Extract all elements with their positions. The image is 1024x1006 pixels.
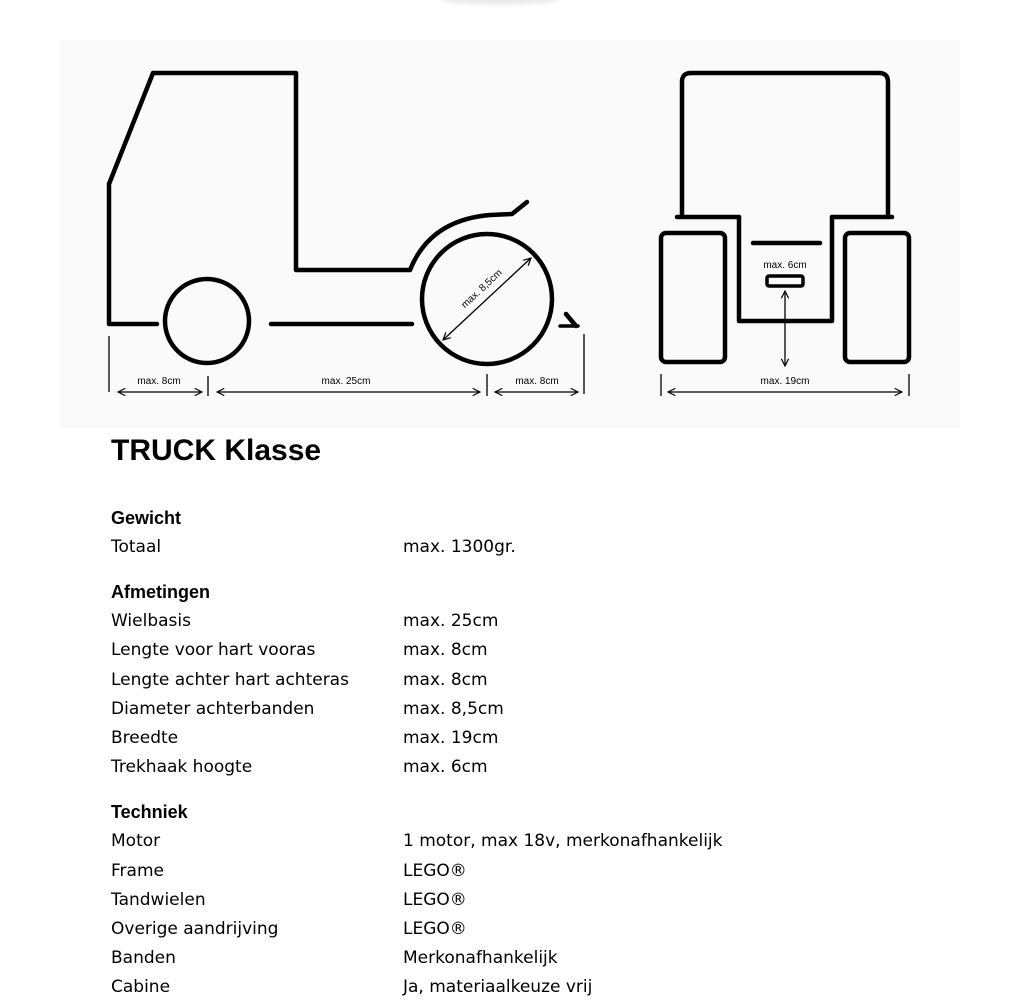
spec-value: max. 25cm: [403, 611, 499, 632]
spec-row: [111, 857, 911, 886]
spec-label: Overige aandrijving: [111, 918, 279, 939]
spec-label: Lengte achter hart achteras: [111, 669, 349, 690]
spec-value: Merkonafhankelijk: [403, 948, 558, 969]
spec-value: max. 8,5cm: [403, 698, 504, 719]
section-heading: Techniek: [111, 802, 188, 823]
spec-row: [111, 944, 911, 973]
spec-label: Lengte voor hart vooras: [111, 640, 316, 661]
spec-label: Motor: [111, 831, 161, 852]
section-gewicht: [111, 504, 911, 562]
spec-row: [111, 607, 911, 636]
spec-row: [111, 724, 911, 753]
rear-overhang-label: max. 8cm: [515, 376, 559, 387]
spec-value: 1 motor, max 18v, merkonafhankelijk: [403, 831, 723, 852]
spec-row: [111, 695, 911, 724]
spec-value: max. 8cm: [403, 669, 488, 690]
spec-value: max. 1300gr.: [403, 537, 516, 557]
wheelbase-label: max. 25cm: [321, 376, 371, 387]
front-wheel: [165, 279, 249, 363]
truck-diagram: [60, 40, 960, 428]
spec-value: Ja, materiaalkeuze vrij: [403, 977, 593, 998]
tow-hitch: [767, 276, 803, 286]
width-label: max. 19cm: [760, 376, 810, 387]
spec-label: Breedte: [111, 727, 179, 748]
spec-label: Frame: [111, 860, 164, 881]
cab-outline: [109, 73, 527, 324]
right-rear-wheel: [845, 233, 909, 362]
spec-label: Totaal: [111, 537, 162, 557]
spec-row: [111, 915, 911, 944]
section-heading: Afmetingen: [111, 582, 210, 603]
spec-value: max. 19cm: [403, 727, 499, 748]
spec-value: LEGO®: [403, 889, 467, 910]
spec-row: [111, 636, 911, 665]
side-view: [109, 73, 578, 364]
page-title: TRUCK Klasse: [111, 434, 322, 467]
left-rear-wheel: [661, 233, 725, 362]
spec-label: Wielbasis: [111, 611, 191, 632]
spec-row: [111, 827, 911, 856]
spec-row: [111, 973, 911, 1002]
spec-value: max. 6cm: [403, 757, 488, 778]
spec-label: Cabine: [111, 977, 171, 998]
rear-tire-diameter-dim: [443, 258, 531, 340]
spec-row: [111, 533, 911, 562]
spec-value: LEGO®: [403, 918, 467, 939]
spec-sheet: [111, 432, 911, 1002]
spec-value: max. 8cm: [403, 640, 488, 661]
truck-diagram-svg: [60, 40, 960, 428]
spec-row: [111, 753, 911, 782]
section-afmetingen: [111, 578, 911, 782]
rear-tire-diameter-label: max. 8,5cm: [459, 267, 505, 311]
spec-row: [111, 886, 911, 915]
tow-hook: [566, 314, 576, 326]
rear-cab: [682, 73, 888, 215]
top-shadow: [440, 0, 560, 4]
hitch-height-label: max. 6cm: [763, 260, 807, 271]
spec-label: Tandwielen: [111, 889, 206, 910]
spec-row: [111, 666, 911, 695]
spec-label: Diameter achterbanden: [111, 698, 315, 719]
spec-label: Banden: [111, 948, 176, 969]
front-overhang-label: max. 8cm: [137, 376, 181, 387]
spec-value: LEGO®: [403, 860, 467, 881]
spec-label: Trekhaak hoogte: [111, 757, 253, 778]
section-techniek: [111, 798, 911, 1002]
section-heading: Gewicht: [111, 508, 182, 528]
